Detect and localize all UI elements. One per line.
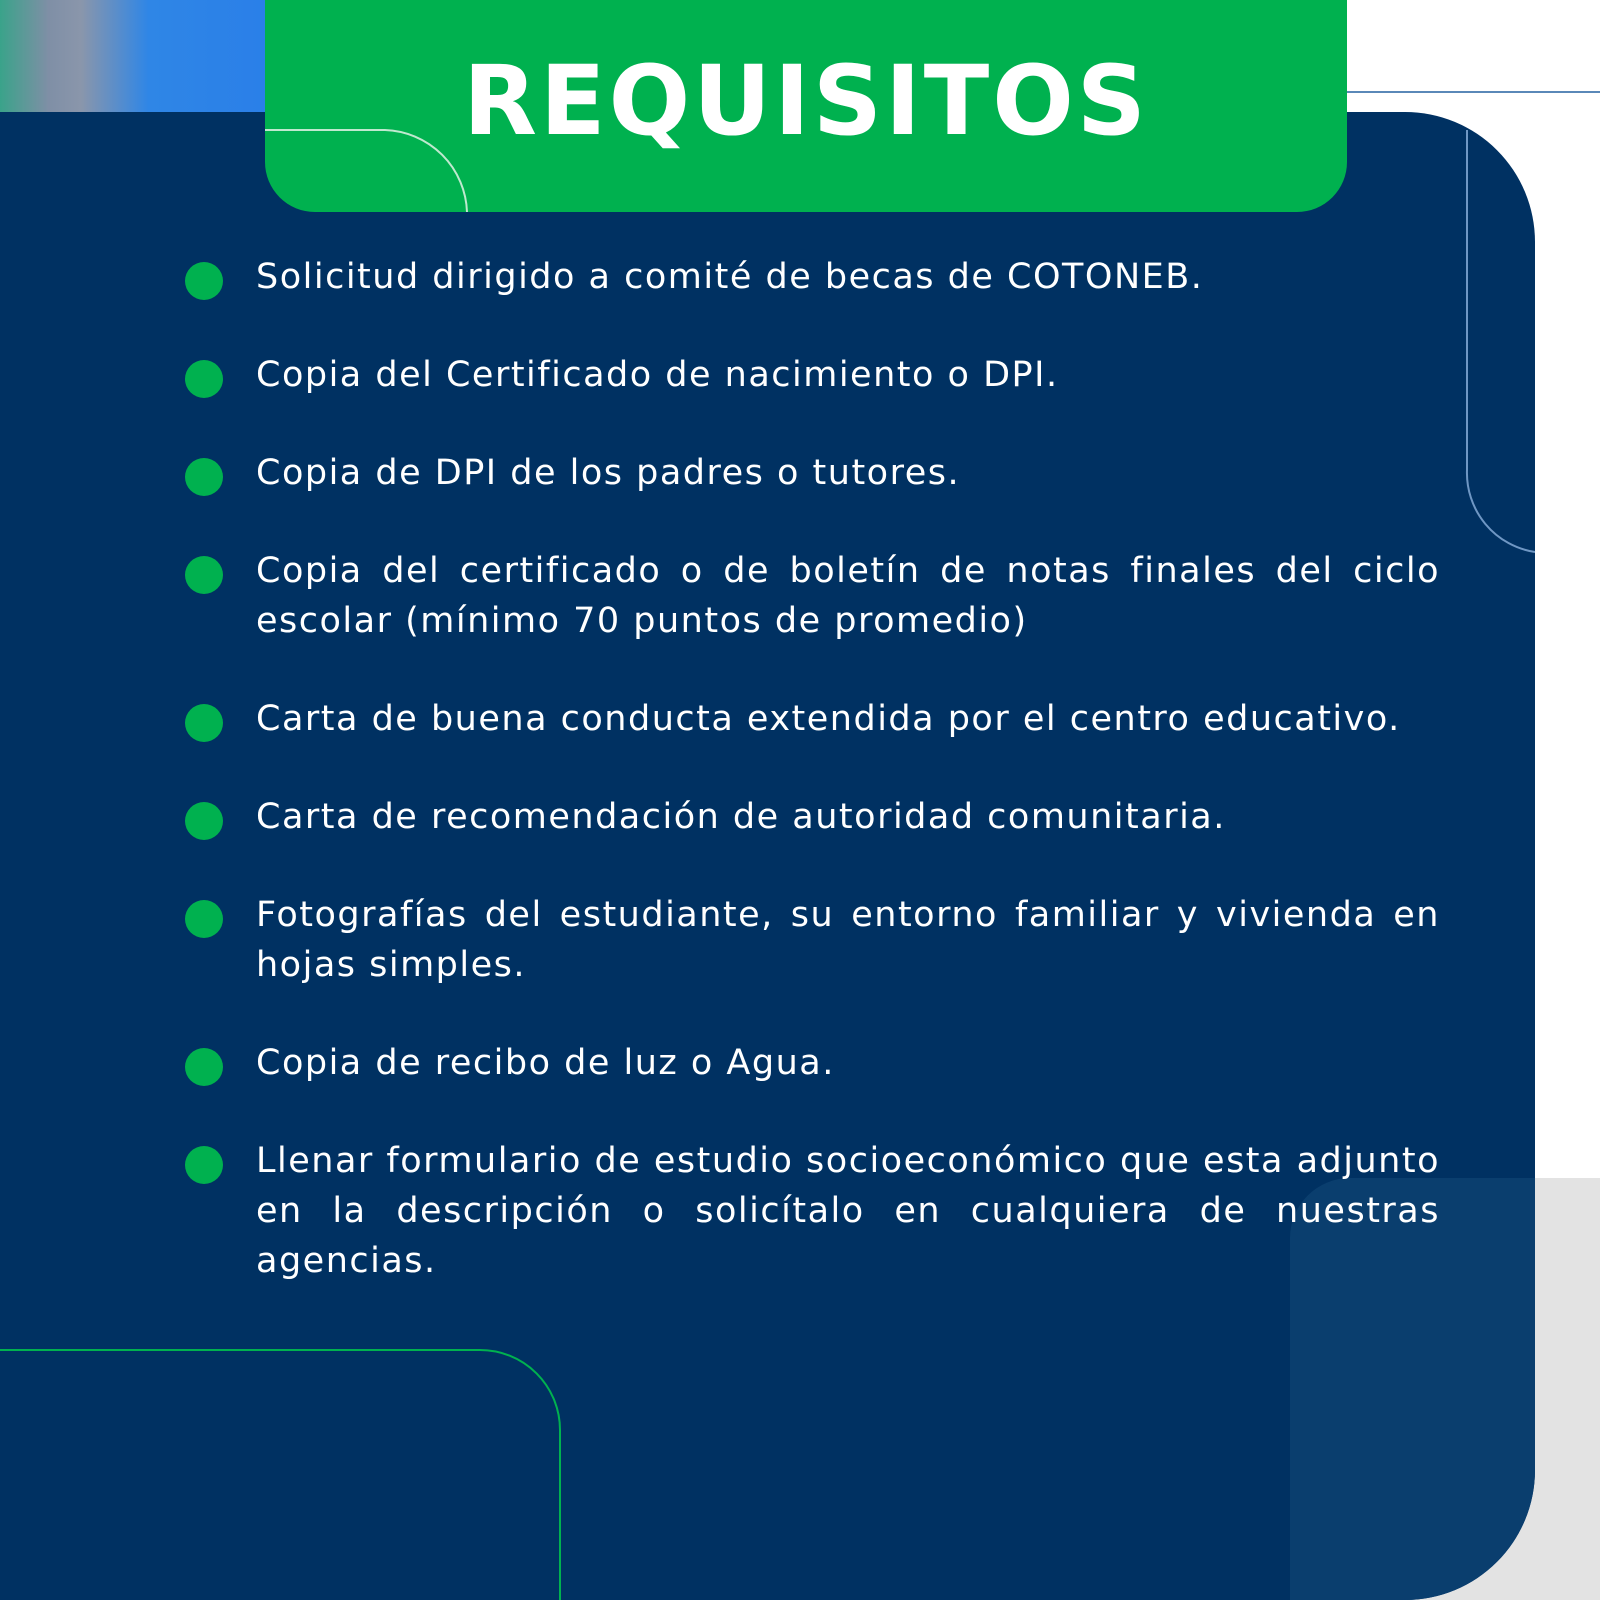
requirement-text: Copia de recibo de luz o Agua. bbox=[256, 1043, 835, 1083]
bullet-dot-icon bbox=[185, 1146, 223, 1184]
bullet-dot-icon bbox=[185, 704, 223, 742]
list-item bbox=[185, 1038, 1440, 1088]
requirement-text: Llenar formulario de estudio socioeconómico que esta adjunto en la descripción o solicítalo en cualquiera de nuestras agencias. bbox=[256, 1141, 1440, 1281]
bullet-dot-icon bbox=[185, 556, 223, 594]
list-item bbox=[185, 1136, 1440, 1286]
list-item bbox=[185, 448, 1440, 498]
requirement-text: Copia del certificado o de boletín de notas finales del ciclo escolar (mínimo 70 puntos de promedio) bbox=[256, 551, 1440, 641]
list-item bbox=[185, 252, 1440, 302]
requirement-text: Carta de recomendación de autoridad comunitaria. bbox=[256, 797, 1226, 837]
bullet-dot-icon bbox=[185, 360, 223, 398]
header-banner bbox=[265, 0, 1347, 212]
requirement-text: Carta de buena conducta extendida por el centro educativo. bbox=[256, 699, 1401, 739]
requirement-text: Copia del Certificado de nacimiento o DPI. bbox=[256, 355, 1059, 395]
header-curve-line bbox=[265, 0, 1347, 212]
list-item bbox=[185, 890, 1440, 990]
list-item bbox=[185, 694, 1440, 744]
requirement-text: Fotografías del estudiante, su entorno familiar y vivienda en hojas simples. bbox=[256, 895, 1440, 985]
list-item bbox=[185, 350, 1440, 400]
page-title: REQUISITOS bbox=[463, 45, 1149, 157]
bullet-dot-icon bbox=[185, 1048, 223, 1086]
bullet-dot-icon bbox=[185, 262, 223, 300]
requirement-text: Solicitud dirigido a comité de becas de COTONEB. bbox=[256, 257, 1204, 297]
bullet-dot-icon bbox=[185, 900, 223, 938]
list-item bbox=[185, 792, 1440, 842]
requirements-list bbox=[185, 252, 1440, 1334]
bullet-dot-icon bbox=[185, 802, 223, 840]
list-item bbox=[185, 546, 1440, 646]
requirement-text: Copia de DPI de los padres o tutores. bbox=[256, 453, 961, 493]
bullet-dot-icon bbox=[185, 458, 223, 496]
